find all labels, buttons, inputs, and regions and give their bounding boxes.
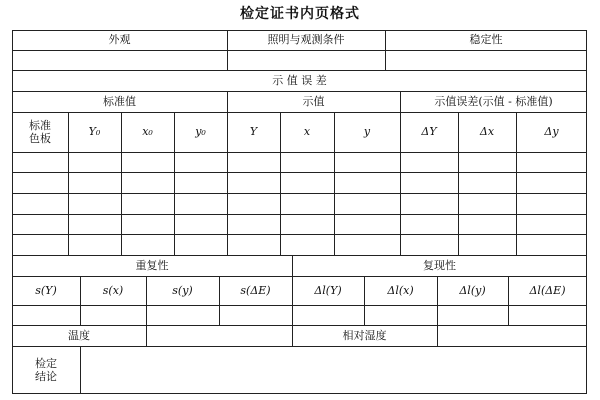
standard-value-group: 标准值 bbox=[103, 94, 136, 108]
repeatability-label: 重复性 bbox=[135, 258, 169, 272]
illumination-conditions-value[interactable] bbox=[227, 50, 385, 70]
column-header-Y0: Y₀ bbox=[88, 125, 101, 139]
column-header-x: x bbox=[303, 125, 311, 139]
column-header-dly: Δl(y) bbox=[459, 283, 486, 297]
page-title: 检定证书内页格式 bbox=[240, 6, 360, 22]
column-header-y0: y₀ bbox=[195, 125, 206, 139]
column-header-y: y bbox=[363, 125, 371, 139]
column-header-delta-x: Δx bbox=[479, 125, 495, 139]
column-header-sy: s(y) bbox=[172, 283, 193, 297]
column-header-dlx: Δl(x) bbox=[387, 283, 414, 297]
indication-error-group: 示值误差(示值 - 标准值) bbox=[434, 94, 553, 108]
appearance-value[interactable] bbox=[12, 50, 227, 70]
stability-value[interactable] bbox=[385, 50, 587, 70]
row-rule bbox=[12, 172, 587, 173]
column-header-sx: s(x) bbox=[102, 283, 124, 297]
indicated-value-group: 示值 bbox=[302, 94, 325, 108]
row-rule bbox=[12, 305, 587, 306]
row-rule bbox=[12, 152, 587, 153]
row-rule bbox=[12, 193, 587, 194]
verification-conclusion-label-line: 结论 bbox=[35, 370, 57, 383]
indication-error-section-title: 示 值 误 差 bbox=[272, 73, 327, 87]
column-header-dldeltaE: Δl(ΔE) bbox=[529, 283, 566, 297]
verification-conclusion-label bbox=[12, 346, 80, 394]
column-header-sY: s(Y) bbox=[35, 283, 57, 297]
column-header-delta-y: Δy bbox=[544, 125, 559, 139]
relative-humidity-label: 相对湿度 bbox=[342, 328, 387, 342]
verification-conclusion-label-line: 检定 bbox=[35, 356, 57, 370]
standard-color-board-label bbox=[12, 112, 68, 152]
verification-conclusion-value[interactable] bbox=[80, 346, 587, 394]
temperature-value[interactable] bbox=[146, 325, 292, 346]
standard-color-board-label-line: 标准 bbox=[29, 118, 51, 132]
column-header-sdeltaE: s(ΔE) bbox=[240, 283, 271, 297]
column-header-dlY: Δl(Y) bbox=[314, 283, 342, 297]
row-rule bbox=[12, 214, 587, 215]
reproducibility-label: 复现性 bbox=[423, 258, 456, 272]
column-header-delta-Y: ΔY bbox=[421, 125, 437, 139]
stability-header: 稳定性 bbox=[469, 33, 503, 47]
row-rule bbox=[12, 234, 587, 235]
relative-humidity-value[interactable] bbox=[437, 325, 587, 346]
illumination-conditions-header: 照明与观测条件 bbox=[267, 33, 345, 47]
temperature-label: 温度 bbox=[68, 328, 90, 342]
standard-color-board-label-line: 色板 bbox=[29, 132, 51, 145]
column-header-Y: Y bbox=[249, 125, 258, 139]
appearance-header: 外观 bbox=[108, 33, 131, 47]
column-header-x0: x₀ bbox=[142, 125, 153, 139]
